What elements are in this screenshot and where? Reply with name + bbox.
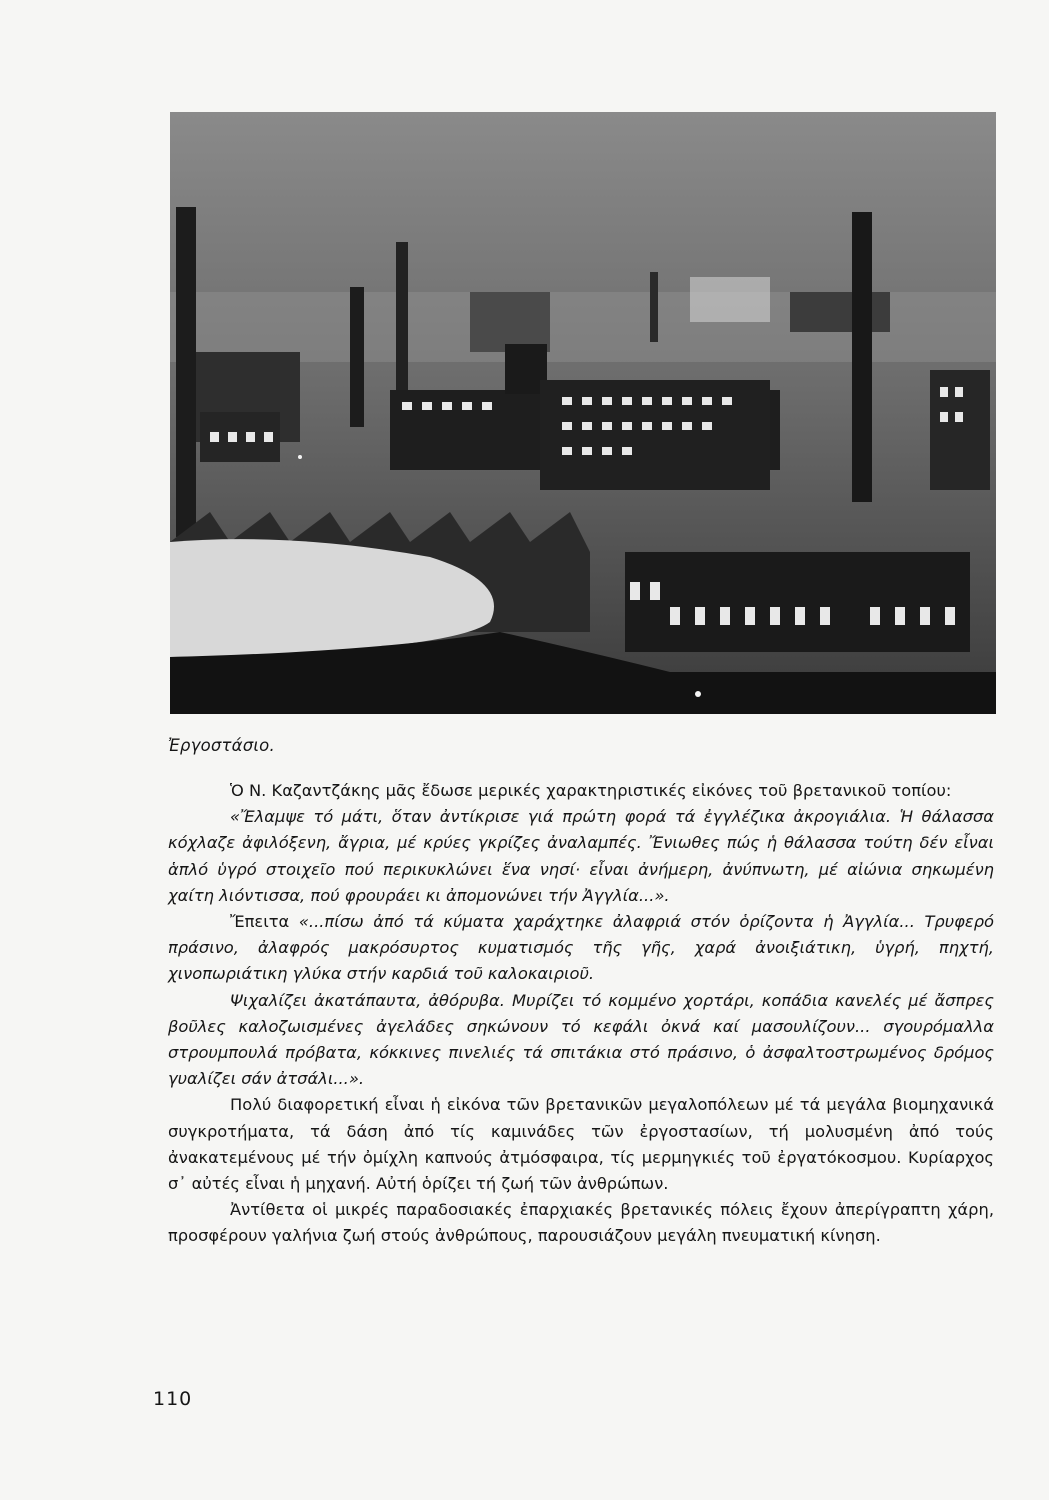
paragraph-then: [168, 909, 994, 988]
page-number: 110: [153, 1388, 193, 1410]
quote-paragraph-drizzle: Ψιχαλίζει ἀκατάπαυτα, ἀθόρυβα. Μυρίζει τό κομμένο χορτάρι, κοπάδια κανελές μέ ἄσπρες βοῦλες καλοζωισμένες ἀγελάδες σηκώνουν τό κεφάλι ὀκνά καί μασουλίζουν... σγουρόμαλλα στρουμπουλά πρόβατα, κόκκινες πινελιές τά σπιτάκια στό πράσινο, ὁ ἀσφαλτοστρωμένος δρόμος γυαλίζει σάν ἀτσάλι...».: [168, 990, 994, 1089]
paragraph-cities: Πολύ διαφορετική εἶναι ἡ εἰκόνα τῶν βρετανικῶν μεγαλοπόλεων μέ τά μεγάλα βιομηχανικά συγκροτήματα, τά δάση ἀπό τίς καμινάδες τῶν ἐργοστασίων, τή μολυσμένη ἀπό τούς ἀνακατεμένους μέ τήν ὀμίχλη καπνούς ἀτμόσφαιρα, τίς μερμηγκιές τοῦ ἐργατόκοσμου. Κυρίαρχος σ᾽ αὐτές εἶναι ἡ μηχανή. Αὐτή ὁρίζει τή ζωή τῶν ἀνθρώπων.: [168, 1095, 994, 1194]
lead-word: Ἔπειτα: [230, 912, 299, 932]
paragraph-towns: Ἀντίθετα οἱ μικρές παραδοσιακές ἐπαρχιακές βρετανικές πόλεις ἔχουν ἀπερίγραπτη χάρη, προσφέρουν γαλήνια ζωή στούς ἀνθρώπους, παρουσιάζουν μεγάλη πνευματική κίνηση.: [168, 1200, 994, 1246]
figure-caption: Ἐργοστάσιο.: [168, 736, 275, 755]
body-text: [168, 778, 994, 1250]
quote-paragraph-sea: «Ἔλαμψε τό μάτι, ὅταν ἀντίκρισε γιά πρώτη φορά τά ἐγγλέζικα ἀκρογιάλια. Ἡ θάλασσα κόχλαζε ἀφιλόξενη, ἄγρια, μέ κρύες γκρίζες ἀναλαμπές. Ἔνιωθες πώς ἡ θάλασσα τούτη δέν εἶναι ἁπλό ὑγρό στοιχεῖο πού περικυκλώνει ἕνα νησί· εἶναι ἀνήμερη, ἀνύπνωτη, μέ αἰώνια σηκωμένη χαίτη λιόντισσα, πού φρουράει κι ἀπομονώνει τήν Ἀγγλία...».: [168, 807, 994, 905]
quote-england: «...πίσω ἀπό τά κύματα χαράχτηκε ἀλαφριά στόν ὁρίζοντα ἡ Ἀγγλία... Τρυφερό πράσινο, ἀλαφρός μακρόσυρτος κυματισμός τῆς γῆς, χαρά ἀνοιξιάτικη, ὑγρή, πηχτή, χινοπωριάτικη γλύκα στήν καρδιά τοῦ καλοκαιριοῦ.: [168, 912, 994, 984]
paragraph-intro: Ὁ Ν. Καζαντζάκης μᾶς ἔδωσε μερικές χαρακτηριστικές εἰκόνες τοῦ βρετανικοῦ τοπίου:: [230, 781, 952, 800]
factory-photograph: [170, 112, 996, 714]
